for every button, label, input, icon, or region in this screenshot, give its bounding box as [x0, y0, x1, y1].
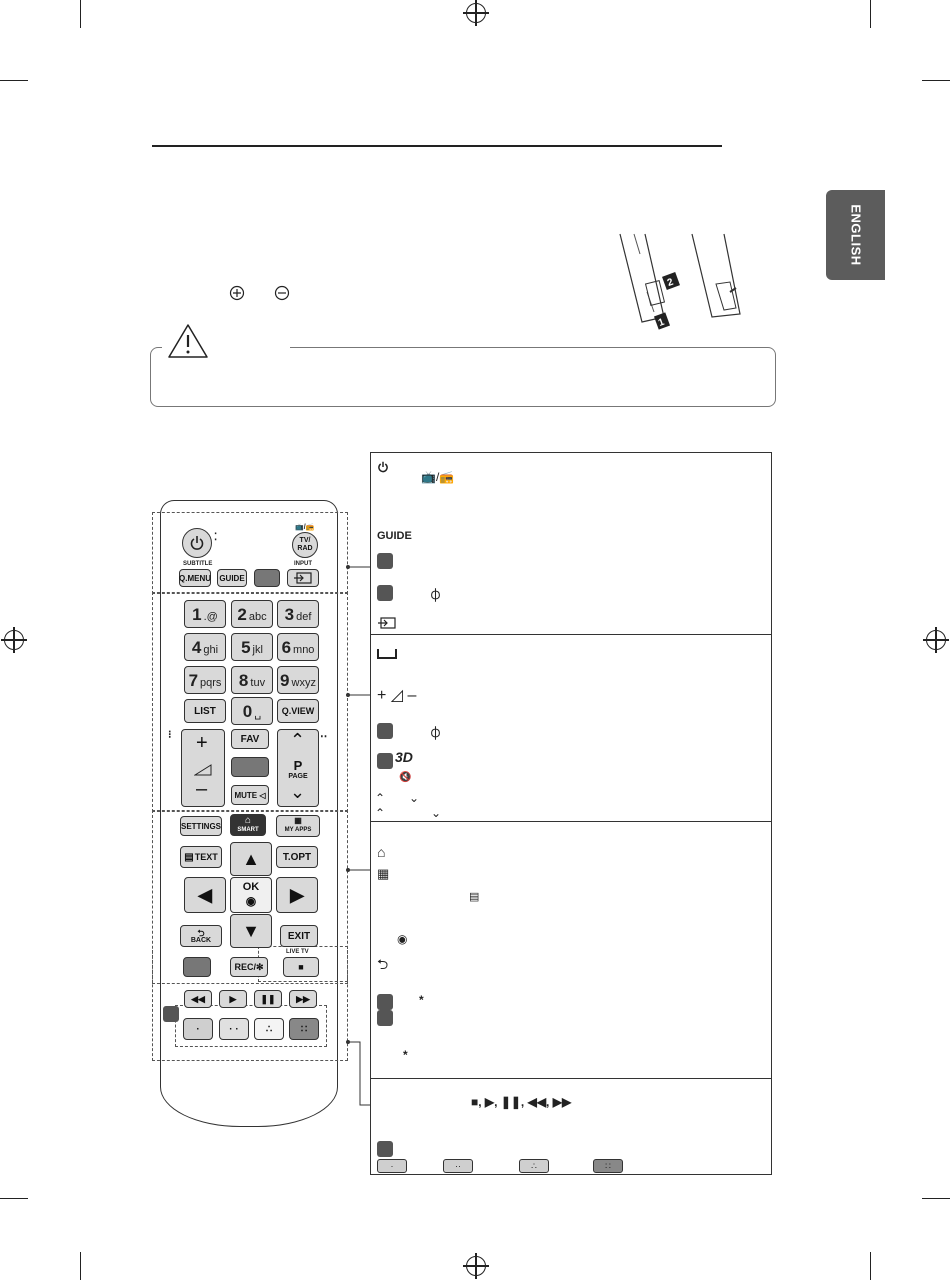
text-label: TEXT	[194, 852, 218, 862]
crop-mark	[922, 80, 950, 81]
rec-button[interactable]: REC/✻	[230, 957, 268, 977]
marker-square	[377, 723, 393, 739]
fav-button[interactable]: FAV	[231, 729, 269, 749]
fast-forward-button[interactable]: ▶▶	[289, 990, 317, 1008]
panel-media-color	[370, 1078, 772, 1175]
crop-mark	[0, 1198, 28, 1199]
play-button[interactable]: ▶	[219, 990, 247, 1008]
apps-grid-icon: ▦	[377, 866, 390, 881]
number-button[interactable]: 4 ghi	[184, 633, 226, 661]
qview-button[interactable]: Q.VIEW	[277, 699, 319, 723]
exit-button[interactable]: EXIT	[280, 925, 318, 947]
number-button[interactable]: 7 pqrs	[184, 666, 226, 694]
subtitle-label: SUBTITLE	[183, 561, 213, 567]
asterisk-icon: *	[419, 993, 424, 1007]
dots: ⁝	[168, 729, 172, 741]
pause-button[interactable]: ❚❚	[254, 990, 282, 1008]
dots: ‥	[320, 728, 328, 740]
input-icon	[377, 617, 397, 629]
header-rule	[152, 145, 722, 147]
chevron-down-icon: ⌄	[431, 806, 442, 820]
live-tv-stop-button[interactable]: ■	[283, 957, 319, 977]
crop-mark	[0, 80, 28, 81]
back-arrow-icon: ⮌	[197, 928, 205, 938]
rewind-button[interactable]: ◀◀	[184, 990, 212, 1008]
crop-mark	[870, 0, 871, 28]
up-arrow-button[interactable]: ▲	[230, 842, 272, 876]
power-icon	[377, 461, 389, 473]
tv-rad-button[interactable]: TV/ RAD	[292, 532, 318, 558]
registration-mark-bottom	[466, 1256, 486, 1276]
text-icon: ▤	[469, 891, 480, 903]
red-button[interactable]: ·	[183, 1018, 213, 1040]
language-tab	[826, 190, 885, 280]
home-icon: ⌂	[377, 844, 386, 860]
myapps-label: MY APPS	[284, 827, 312, 833]
live-tv-label: LIVE TV	[286, 949, 309, 955]
back-arrow-icon: ⮌	[377, 956, 389, 972]
back-button[interactable]	[180, 925, 222, 947]
number-button[interactable]: 0 ␣	[231, 697, 273, 725]
ok-label: OK	[242, 881, 260, 893]
smart-label: SMART	[237, 827, 259, 833]
topt-button[interactable]: T.OPT	[276, 846, 318, 868]
asterisk-icon: *	[403, 1048, 408, 1062]
list-button[interactable]: LIST	[184, 699, 226, 723]
right-arrow-button[interactable]: ▶	[276, 877, 318, 913]
guide-label: GUIDE	[377, 530, 412, 542]
text-button[interactable]	[180, 846, 222, 868]
number-button[interactable]: 5 jkl	[231, 633, 273, 661]
marker-square	[163, 1006, 179, 1022]
marker-square	[377, 1141, 393, 1157]
number-button[interactable]: 1 .@	[184, 600, 226, 628]
input-label: INPUT	[294, 561, 312, 567]
volume-icon	[194, 764, 212, 776]
registration-mark-left	[4, 630, 24, 650]
chevron-up-icon: ⌃	[375, 791, 386, 805]
page-rocker[interactable]	[277, 729, 319, 807]
power-button[interactable]	[182, 528, 212, 558]
smart-button[interactable]	[230, 814, 266, 836]
standby-icon: ⏀	[429, 726, 443, 741]
volume-icon: + ◿ –	[377, 687, 417, 704]
number-button[interactable]: 8 tuv	[231, 666, 273, 694]
qmenu-button[interactable]: Q.MENU	[179, 569, 211, 587]
crop-mark	[80, 1252, 81, 1280]
warning-triangle-icon	[166, 322, 210, 360]
standby-icon: ⏀	[429, 588, 443, 603]
crop-mark	[80, 0, 81, 28]
text-icon: ▤	[184, 851, 194, 863]
guide-button[interactable]: GUIDE	[217, 569, 247, 587]
green-button-icon: ··	[443, 1159, 473, 1173]
yellow-button[interactable]: ∴	[254, 1018, 284, 1040]
blue-button-icon: ∷	[593, 1159, 623, 1173]
marker-square	[377, 585, 393, 601]
tv-rad-icon: 📺/📻	[295, 524, 315, 531]
mute-button[interactable]: MUTE ◁	[231, 785, 269, 805]
chevron-up-icon: ⌃	[375, 806, 386, 820]
ok-icon: ◉	[245, 894, 257, 908]
blue-button[interactable]: ∷	[289, 1018, 319, 1040]
registration-mark-top	[466, 3, 486, 23]
page-label: PAGE	[288, 773, 308, 780]
svg-text:2: 2	[665, 276, 675, 289]
number-button[interactable]: 9 wxyz	[277, 666, 319, 694]
down-arrow-button[interactable]: ▼	[230, 914, 272, 948]
volume-rocker[interactable]	[181, 729, 225, 807]
language-label: ENGLISH	[848, 204, 863, 266]
panel-top-buttons	[370, 452, 772, 635]
number-button[interactable]: 3 def	[277, 600, 319, 628]
svg-text:1: 1	[656, 316, 666, 329]
battery-plus-icon	[229, 285, 245, 301]
marker-square	[377, 1010, 393, 1026]
page-p-label: P	[293, 758, 303, 773]
ok-button[interactable]	[230, 877, 272, 913]
number-button[interactable]: 2 abc	[231, 600, 273, 628]
mute-icon: 🔇	[399, 772, 412, 783]
green-button[interactable]: · ·	[219, 1018, 249, 1040]
volume-plus-icon: +	[196, 732, 208, 754]
apps-grid-icon: ▦	[294, 816, 302, 825]
marker-square	[377, 753, 393, 769]
battery-cover-illustration	[612, 232, 762, 337]
panel-number-volume	[370, 634, 772, 822]
number-button[interactable]: 6 mno	[277, 633, 319, 661]
volume-minus-icon: –	[196, 778, 208, 800]
battery-minus-icon	[274, 285, 290, 301]
media-symbols: ■, ▶, ❚❚, ◀◀, ▶▶	[471, 1095, 572, 1109]
space-icon	[377, 649, 397, 659]
left-arrow-button[interactable]: ◀	[184, 877, 226, 913]
marker-square	[377, 994, 393, 1010]
myapps-button[interactable]	[276, 815, 320, 837]
3d-icon: 3D	[395, 749, 413, 765]
home-icon: ⌂	[244, 815, 252, 826]
chevron-down-icon: ⌄	[409, 791, 420, 805]
input-button[interactable]	[287, 569, 319, 587]
crop-mark	[870, 1252, 871, 1280]
registration-mark-right	[926, 630, 946, 650]
panel-smart-nav	[370, 821, 772, 1079]
yellow-button-icon: ∴	[519, 1159, 549, 1173]
power-icon	[189, 535, 205, 551]
blank-button[interactable]	[254, 569, 280, 587]
tv-rad-icon: 📺/📻	[421, 470, 455, 484]
blank-button[interactable]	[231, 757, 269, 777]
ok-icon: ◉	[397, 932, 408, 946]
red-button-icon: ·	[377, 1159, 407, 1173]
blank-button[interactable]	[183, 957, 211, 977]
back-label: BACK	[190, 937, 212, 944]
chevron-down-icon: ⌄	[290, 782, 306, 802]
crop-mark	[922, 1198, 950, 1199]
chevron-up-icon: ⌃	[290, 730, 306, 750]
caution-box	[150, 347, 776, 407]
settings-button[interactable]: SETTINGS	[180, 816, 222, 836]
input-icon	[293, 572, 313, 584]
dots: ⁚	[214, 532, 218, 543]
marker-square	[377, 553, 393, 569]
